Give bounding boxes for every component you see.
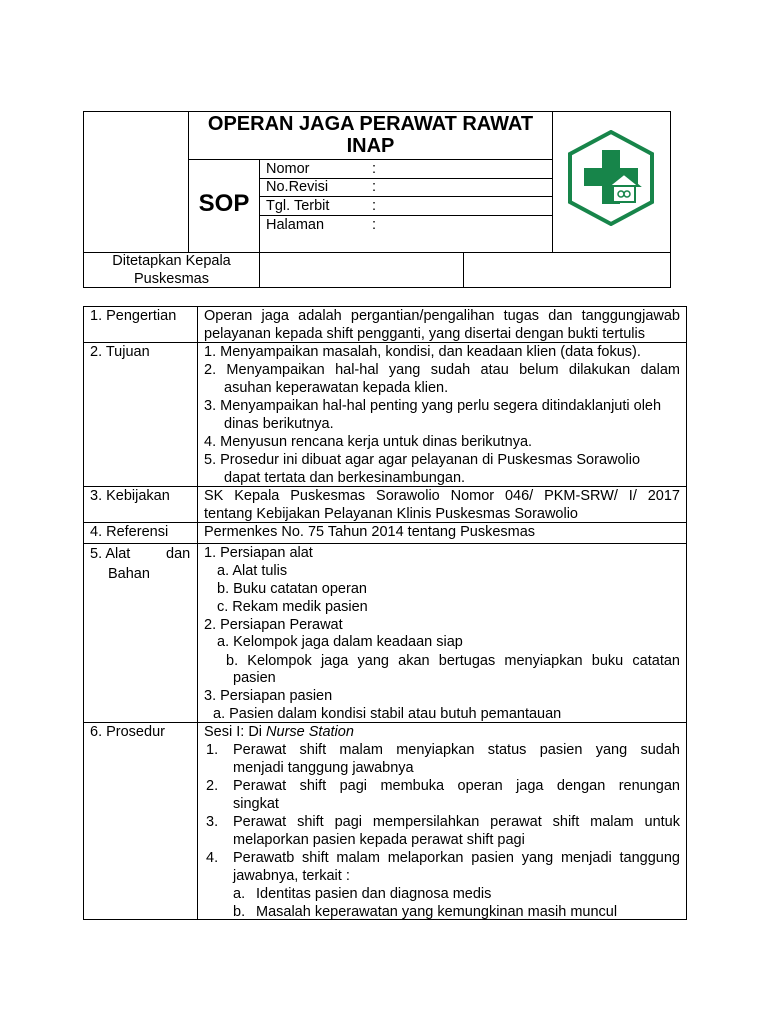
tujuan-line-3: asuhan keperawatan kepada klien. bbox=[224, 380, 449, 396]
pengertian-line-2: pelayanan kepada shift pengganti, yang disertai dengan bukti tertulis bbox=[204, 326, 645, 342]
tujuan-line-4: 3. Menyampaikan hal-hal penting yang perlu segera ditindaklanjuti oleh bbox=[204, 398, 662, 414]
referensi-line-1: Permenkes No. 75 Tahun 2014 tentang Puskesmas bbox=[204, 524, 536, 540]
kebijakan-line-1: SK Kepala Puskesmas Sorawolio Nomor 046/ PKM-SRW/ I/ 2017 bbox=[204, 488, 680, 504]
tujuan-line-7: 5. Prosedur ini dibuat agar agar pelayanan di Puskesmas Sorawolio bbox=[204, 452, 641, 468]
sop-title: OPERAN JAGA PERAWAT RAWAT INAP bbox=[207, 113, 534, 157]
meta-label-halaman: Halaman bbox=[266, 217, 325, 233]
meta-value-nomor: : bbox=[372, 161, 377, 177]
row-label-dan: dan bbox=[166, 546, 191, 562]
row-label-alat: 5. Alat bbox=[90, 546, 131, 562]
alat-line-10: a. Pasien dalam kondisi stabil atau butuh pemantauan bbox=[213, 706, 562, 722]
alat-line-8: pasien bbox=[233, 670, 276, 686]
alat-line-9: 3. Persiapan pasien bbox=[204, 688, 333, 704]
ditetapkan-cell: Ditetapkan Kepala Puskesmas bbox=[112, 253, 231, 287]
alat-line-4: c. Rekam medik pasien bbox=[217, 599, 368, 615]
alat-line-7: b. Kelompok jaga yang akan bertugas menyiapkan buku catatan bbox=[226, 653, 680, 669]
alat-line-5: 2. Persiapan Perawat bbox=[204, 617, 343, 633]
meta-value-revisi: : bbox=[372, 179, 377, 195]
alat-line-3: b. Buku catatan operan bbox=[217, 581, 367, 597]
puskesmas-logo bbox=[566, 130, 656, 226]
tujuan-line-1: 1. Menyampaikan masalah, kondisi, dan keadaan klien (data fokus). bbox=[204, 344, 641, 360]
meta-value-terbit: : bbox=[372, 198, 377, 214]
meta-value-halaman: : bbox=[372, 217, 377, 233]
sop-label: SOP bbox=[198, 190, 250, 217]
meta-label-nomor: Nomor bbox=[266, 161, 310, 177]
row-label-prosedur: 6. Prosedur bbox=[90, 724, 165, 740]
tujuan-line-8: dapat tertata dan berkesinambungan. bbox=[224, 470, 466, 486]
tujuan-line-6: 4. Menyusun rencana kerja untuk dinas berikutnya. bbox=[204, 434, 533, 450]
row-label-tujuan: 2. Tujuan bbox=[90, 344, 150, 360]
alat-line-2: a. Alat tulis bbox=[217, 563, 288, 579]
meta-label-terbit: Tgl. Terbit bbox=[266, 198, 330, 214]
alat-line-6: a. Kelompok jaga dalam keadaan siap bbox=[217, 634, 463, 650]
row-label-pengertian: 1. Pengertian bbox=[90, 308, 177, 324]
row-label-bahan: Bahan bbox=[108, 566, 150, 582]
tujuan-line-5: dinas berikutnya. bbox=[224, 416, 334, 432]
kebijakan-line-2: tentang Kebijakan Pelayanan Klinis Puskesmas Sorawolio bbox=[204, 506, 578, 522]
prosedur-sesi: Sesi I: Di Nurse Station bbox=[204, 724, 354, 740]
meta-label-revisi: No.Revisi bbox=[266, 179, 329, 195]
row-label-kebijakan: 3. Kebijakan bbox=[90, 488, 170, 504]
alat-line-1: 1. Persiapan alat bbox=[204, 545, 313, 561]
row-label-referensi: 4. Referensi bbox=[90, 524, 169, 540]
pengertian-line-1: Operan jaga adalah pergantian/pengalihan tugas dan tanggungjawab bbox=[204, 308, 680, 324]
tujuan-line-2: 2. Menyampaikan hal-hal yang sudah atau belum dilakukan dalam bbox=[204, 362, 680, 378]
